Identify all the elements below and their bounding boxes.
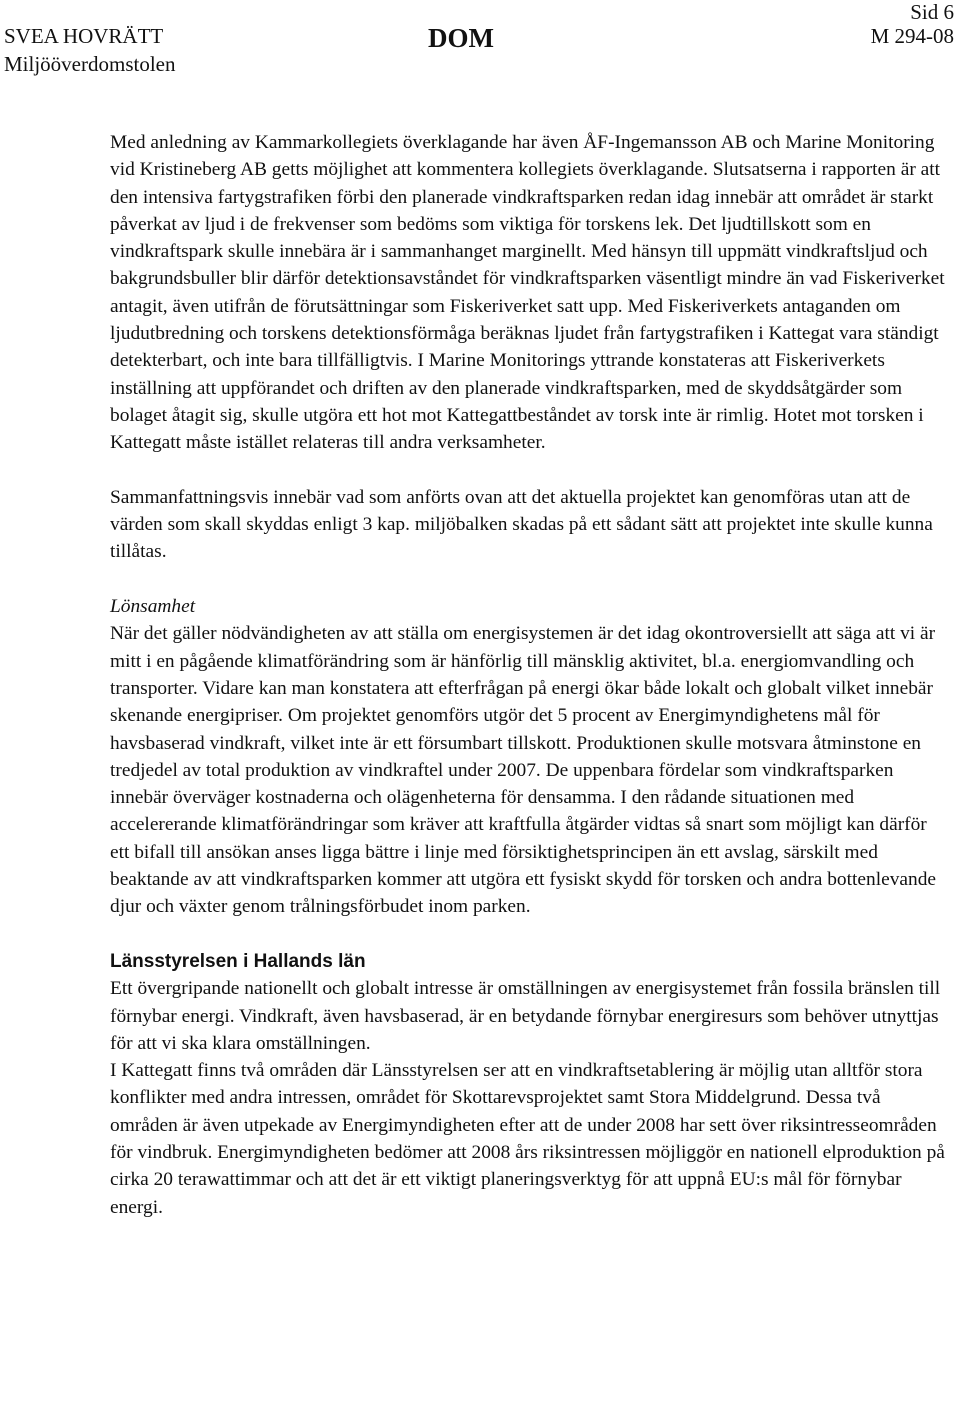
paragraph-profitability: När det gäller nödvändigheten av att ställa om energisystemen är det idag okontroversiellt att säga att vi är mitt i en pågående klimatförändring som är hänförlig till mänsklig aktivitet, bl.a. energiomvandling och transporter. Vidare kan man konstatera att efterfrågan på energi ökar både lokalt och globalt vilket innebär skenande energipriser. Om projektet genomförs utgör det 5 procent av Energimyndighetens mål för havsbaserad vindkraft, vilket inte är ett försumbart tillskott. Produktionen skulle motsvara åtminstone en tredjedel av total produktion av vindkraftel under 2007. De uppenbara fördelar som vindkraftsparken innebär överväger kostnaderna och olägenheterna för densamma. I den rådande situationen med accelererande klimatförändringar som kräver att kraftfulla åtgärder vidtas så snart som möjligt kan därför ett bifall till ansökan anses ligga bättre i linje med försiktighetsprincipen än ett avslag, särskilt med beaktande av att vindkraftsparken kommer att utgöra ett fysiskt skydd för torsken och andra bottenlevande djur och växter genom trålningsförbudet inom parken. xyxy=(110,623,936,918)
section-heading-profitability: Lönsamhet xyxy=(110,596,196,618)
court-name: SVEA HOVRÄTT xyxy=(4,24,164,48)
paragraph-spacer xyxy=(110,457,945,484)
paragraph-summary: Sammanfattningsvis innebär vad som anförts ovan att det aktuella projektet kan genomföras utan att de värden som skall skyddas enligt 3 kap. miljöbalken skadas på ett sådant sätt att projektet inte skulle kunna tillåtas. xyxy=(110,486,933,563)
paragraph-spacer xyxy=(110,566,945,593)
section-heading-county-board: Länsstyrelsen i Hallands län xyxy=(110,950,366,972)
page-header xyxy=(0,0,960,80)
case-number: M 294-08 xyxy=(870,24,954,48)
department-name: Miljööverdomstolen xyxy=(4,52,176,76)
document-body xyxy=(110,129,945,1221)
paragraph-spacer xyxy=(110,921,945,948)
document-type: DOM xyxy=(428,23,494,53)
paragraph-appeal-comments: Med anledning av Kammarkollegiets överklagande har även ÅF-Ingemansson AB och Marine Monitoring vid Kristineberg AB getts möjlighet att kommentera kollegiets överklagande. Slutsatserna i rapporten är att den intensiva fartygstrafiken förbi den planerade vindkraftsparken redan idag innebär att området är starkt påverkat av ljud i de frekvenser som bedöms som viktiga för torskens lek. Det ljudtillskott som en vindkraftspark skulle innebära är i sammanhanget marginellt. Med hänsyn till uppmätt vindkraftsljud och bakgrundsbuller blir därför detektionsavståndet för vindkraftsparken väsentligt mindre än vad Fiskeriverket antagit, även utifrån de förutsättningar som Fiskeriverket satt upp. Med Fiskeriverkets antaganden om ljudutbredning och torskens detektionsförmåga beräknas ljudet från fartygstrafiken i Kattegat vara ständigt detekterbart, och inte bara tillfälligtvis. I Marine Monitorings yttrande konstateras att Fiskeriverkets inställning att uppförandet och driften av den planerade vindkraftsparken, med de skyddsåtgärder som bolaget åtagit sig, skulle utgöra ett hot mot Kattegattbeståndet av torsk inte är rimlig. Hotet mot torsken i Kattegatt måste istället relateras till andra verksamheter. xyxy=(110,132,945,454)
paragraph-county-board-1: Ett övergripande nationellt och globalt intresse är omställningen av energisystemet från fossila bränslen till förnybar energi. Vindkraft, även havsbaserad, är en betydande förnybar energiresurs som behöver utnyttjas för att vi ska klara omställningen. xyxy=(110,978,941,1054)
page-number: Sid 6 xyxy=(910,0,954,24)
paragraph-county-board-2: I Kattegatt finns två områden där Länsstyrelsen ser att en vindkraftsetablering är möjlig utan alltför stora konflikter med andra intressen, området för Skottarevsprojektet samt Stora Middelgrund. Dessa två områden är även utpekade av Energimyndigheten efter att de under 2008 har sett över riksintresseområden för vindbruk. Energimyndigheten bedömer att 2008 års riksintressen möjliggör en nationell elproduktion på cirka 20 terawattimmar och att det är ett viktigt planeringsverktyg för att uppnå EU:s mål för förnybar energi. xyxy=(110,1060,945,1218)
